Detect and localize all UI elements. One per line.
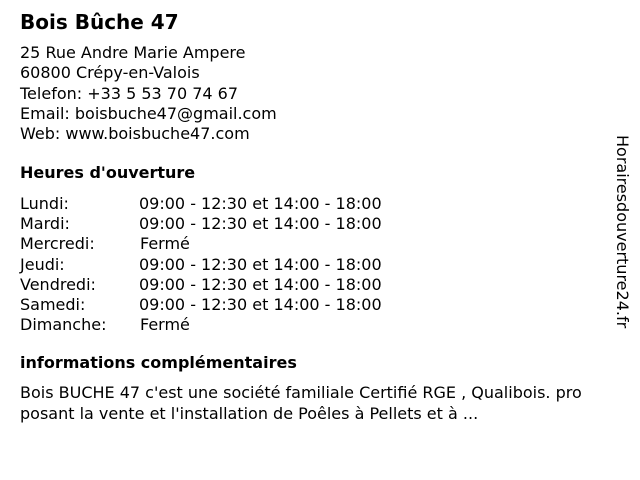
additional-info-text: Bois BUCHE 47 c'est une société familiale Certifié RGE , Qualibois. proposant la vente et l'installation de Poêles à Pellets et à ...	[20, 383, 582, 423]
day-hours: 09:00 - 12:30 et 14:00 - 18:00	[139, 294, 382, 314]
day-hours: 09:00 - 12:30 et 14:00 - 18:00	[139, 194, 382, 213]
email-address: Email: boisbuche47@gmail.com	[20, 103, 277, 123]
opening-hours-heading: Heures d'ouverture	[20, 163, 196, 182]
day-label: Lundi:	[20, 194, 69, 213]
website-address: Web: www.boisbuche47.com	[20, 124, 250, 144]
day-label: Mardi:	[20, 214, 70, 234]
day-label: Jeudi:	[20, 254, 65, 274]
day-label: Dimanche:	[20, 315, 107, 335]
day-label: Samedi:	[20, 294, 86, 314]
source-watermark: Horairesdouverture24.fr	[613, 135, 632, 329]
day-hours: Fermé	[140, 315, 190, 335]
additional-info-heading: informations complémentaires	[20, 353, 297, 372]
day-label: Mercredi:	[20, 234, 95, 254]
phone-number: Telefon: +33 5 53 70 74 67	[20, 83, 239, 103]
day-hours: 09:00 - 12:30 et 14:00 - 18:00	[139, 254, 382, 274]
day-label: Vendredi:	[20, 274, 96, 294]
day-hours: 09:00 - 12:30 et 14:00 - 18:00	[139, 274, 382, 294]
business-address-block	[20, 43, 277, 144]
business-name: Bois Bûche 47	[20, 10, 179, 34]
address-street: 25 Rue Andre Marie Ampere	[20, 43, 246, 62]
address-city: 60800 Crépy-en-Valois	[20, 63, 200, 83]
day-hours: 09:00 - 12:30 et 14:00 - 18:00	[139, 214, 382, 234]
day-hours: Fermé	[140, 234, 190, 254]
